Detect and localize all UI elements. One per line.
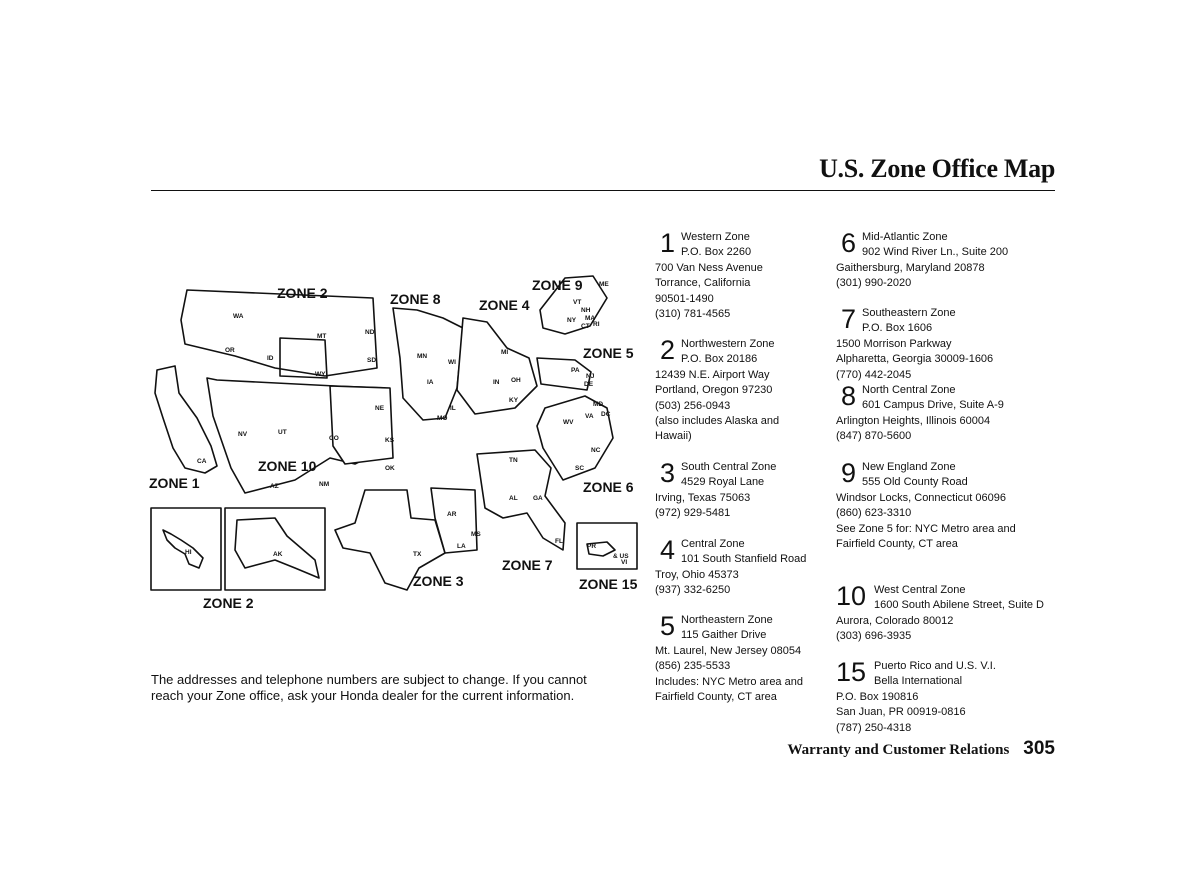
zone-phone: (303) 696-3935 (836, 630, 912, 643)
map-label-zone-4: ZONE 4 (479, 297, 530, 313)
zone-office-15 (836, 659, 996, 736)
zone-address-line: Portland, Oregon 97230 (655, 384, 773, 397)
map-region-zone-7 (477, 450, 565, 550)
zone-office-5 (655, 613, 803, 705)
map-state-label: VI (621, 559, 628, 566)
map-state-label: IA (427, 379, 434, 386)
map-state-label: MT (317, 333, 327, 340)
map-state-label: WY (315, 371, 326, 378)
zone-office-9 (836, 460, 1016, 552)
zone-phone: (937) 332-6250 (655, 584, 731, 597)
map-state-label: VT (573, 299, 582, 306)
map-state-label: NJ (586, 373, 595, 380)
zone-number: 15 (836, 657, 867, 687)
zone-phone: (503) 256-0943 (655, 399, 731, 412)
zone-address-line: 90501-1490 (655, 292, 714, 305)
map-region-zone-4 (457, 318, 537, 414)
zone-address-line: Irving, Texas 75063 (655, 491, 751, 504)
zone-office-10 (836, 583, 1044, 645)
zone-address-line: Aurora, Colorado 80012 (836, 614, 954, 627)
map-state-label: VA (585, 413, 594, 420)
zone-number: 9 (841, 458, 857, 488)
map-state-label: GA (533, 495, 543, 502)
zone-phone: (860) 623-3310 (836, 507, 912, 520)
zone-office-2 (655, 337, 779, 445)
map-region-zone-10-sub (330, 386, 393, 464)
zone-number: 3 (660, 458, 676, 488)
map-state-label: SC (575, 465, 585, 472)
zone-phone: (847) 870-5600 (836, 430, 912, 443)
zone-note: Hawaii) (655, 430, 692, 443)
zone-address-line: Windsor Locks, Connecticut 06096 (836, 491, 1006, 504)
map-state-label: NE (375, 405, 385, 412)
us-zone-map-figure (145, 268, 645, 620)
map-state-label: CO (329, 435, 339, 442)
map-label-zone-10: ZONE 10 (258, 458, 317, 474)
zone-address-line: 700 Van Ness Avenue (655, 261, 763, 274)
zone-office-name: Southeastern Zone (862, 307, 956, 319)
zone-office-name: Western Zone (681, 231, 750, 243)
map-label-zone-2-inset: ZONE 2 (203, 595, 254, 611)
zone-office-6 (836, 230, 1008, 292)
title-rule (151, 190, 1055, 191)
zone-office-8 (836, 383, 1004, 445)
map-state-label: WA (233, 313, 244, 320)
zone-office-name: Central Zone (681, 538, 745, 550)
map-state-label: IN (493, 379, 500, 386)
map-state-label: KS (385, 437, 395, 444)
map-label-zone-1: ZONE 1 (149, 475, 200, 491)
zone-office-name: West Central Zone (874, 584, 966, 596)
map-state-label: NH (581, 307, 591, 314)
map-state-label: ME (599, 281, 609, 288)
zone-note: Includes: NYC Metro area and (655, 675, 803, 688)
map-state-label: NM (319, 481, 330, 488)
map-state-label: WV (563, 419, 574, 426)
zone-office-4 (655, 537, 806, 599)
map-label-zone-7: ZONE 7 (502, 557, 553, 573)
zone-number: 4 (660, 535, 676, 565)
zone-office-name: Puerto Rico and U.S. V.I. (874, 660, 996, 672)
zone-note: (also includes Alaska and (655, 415, 780, 428)
zone-address-line: Alpharetta, Georgia 30009-1606 (836, 353, 994, 366)
zone-number: 1 (660, 228, 676, 258)
map-state-label: LA (457, 543, 466, 550)
zone-number: 8 (841, 381, 857, 411)
map-state-label: MD (593, 401, 604, 408)
map-state-label: HI (185, 549, 192, 556)
map-state-label: PA (571, 367, 580, 374)
page-title: U.S. Zone Office Map (819, 154, 1055, 183)
zone-note: Fairfield County, CT area (655, 691, 777, 704)
map-region-zone-5 (537, 358, 591, 390)
zone-number: 10 (836, 581, 867, 611)
map-state-label: ND (365, 329, 375, 336)
map-state-label: MN (417, 353, 428, 360)
zone-office-1 (655, 230, 763, 322)
zone-office-name: Mid-Atlantic Zone (862, 231, 948, 243)
map-state-label: OH (511, 377, 521, 384)
map-label-zone-2: ZONE 2 (277, 285, 328, 301)
map-state-label: RI (593, 321, 600, 328)
map-state-label: OR (225, 347, 235, 354)
map-state-label: AL (509, 495, 518, 502)
zone-address-line: 115 Gaither Drive (681, 629, 767, 642)
map-state-label: WI (448, 359, 456, 366)
zone-address-line: Bella International (874, 675, 963, 688)
zone-address-line: Torrance, California (655, 277, 751, 290)
map-state-label: IL (450, 405, 456, 412)
zone-number: 7 (841, 304, 857, 334)
map-state-label: CA (197, 458, 207, 465)
zone-address-line: P.O. Box 20186 (681, 353, 758, 366)
map-state-label: OK (385, 465, 395, 472)
map-state-label: UT (278, 429, 287, 436)
zone-address-line: P.O. Box 2260 (681, 246, 752, 259)
zone-map (145, 268, 645, 620)
zone-address-line: 101 South Stanfield Road (681, 553, 807, 566)
map-state-label: FL (555, 538, 563, 545)
zone-phone: (770) 442-2045 (836, 368, 912, 381)
zone-office-name: New England Zone (862, 461, 956, 473)
zone-address-line: Arlington Heights, Illinois 60004 (836, 414, 991, 427)
zone-note: See Zone 5 for: NYC Metro area and (836, 522, 1016, 535)
map-state-label: AR (447, 511, 457, 518)
zone-office-name: North Central Zone (862, 384, 956, 396)
map-label-zone-3: ZONE 3 (413, 573, 464, 589)
zone-address-line: 4529 Royal Lane (681, 476, 765, 489)
zone-address-line: P.O. Box 190816 (836, 690, 919, 703)
map-state-label: & US (613, 553, 629, 560)
zone-note: Fairfield County, CT area (836, 538, 958, 551)
zone-office-7 (836, 306, 993, 383)
map-state-label: DE (584, 381, 594, 388)
zone-address-line: 555 Old County Road (862, 476, 968, 489)
map-state-label: MO (437, 415, 448, 422)
disclaimer-note: The addresses and telephone numbers are subject to change. If you cannot reach your Zone office, ask your Honda dealer for the current information. (151, 672, 587, 703)
map-state-label: MI (501, 349, 509, 356)
map-state-label: MS (471, 531, 481, 538)
zone-address-line: 12439 N.E. Airport Way (655, 368, 770, 381)
map-label-zone-6: ZONE 6 (583, 479, 634, 495)
map-state-label: TN (509, 457, 518, 464)
map-label-zone-5: ZONE 5 (583, 345, 634, 361)
zone-phone: (856) 235-5533 (655, 660, 731, 673)
map-label-zone-8: ZONE 8 (390, 291, 441, 307)
zone-address-line: 1500 Morrison Parkway (836, 337, 952, 350)
zone-address-line: Troy, Ohio 45373 (655, 568, 739, 581)
zone-phone: (301) 990-2020 (836, 277, 912, 290)
map-state-label: MA (585, 315, 596, 322)
zone-phone: (310) 781-4565 (655, 308, 731, 321)
zone-phone: (787) 250-4318 (836, 721, 912, 734)
zone-address-line: San Juan, PR 00919-0816 (836, 706, 966, 719)
map-state-label: TX (413, 551, 422, 558)
map-state-label: AZ (270, 483, 279, 490)
page-footer (787, 738, 1055, 760)
map-state-label: NV (238, 431, 248, 438)
zone-number: 5 (660, 611, 676, 641)
map-label-zone-9: ZONE 9 (532, 277, 583, 293)
zone-phone: (972) 929-5481 (655, 507, 731, 520)
zone-office-name: Northwestern Zone (681, 338, 775, 350)
map-state-label: PR (587, 543, 597, 550)
footer-section-title: Warranty and Customer Relations (787, 742, 1010, 758)
map-state-label: AK (273, 551, 283, 558)
map-state-label: KY (509, 397, 519, 404)
map-state-label: ID (267, 355, 274, 362)
zone-office-name: South Central Zone (681, 461, 777, 473)
zone-address-line: P.O. Box 1606 (862, 322, 933, 335)
zone-number: 6 (841, 228, 857, 258)
map-state-label: DC (601, 411, 611, 418)
zone-address-line: 601 Campus Drive, Suite A-9 (862, 399, 1004, 412)
map-state-label: SD (367, 357, 377, 364)
map-label-zone-15: ZONE 15 (579, 576, 638, 592)
map-state-label: NY (567, 317, 577, 324)
zone-address-line: 902 Wind River Ln., Suite 200 (862, 246, 1009, 259)
map-region-zone-2 (181, 290, 377, 376)
zone-address-line: Mt. Laurel, New Jersey 08054 (655, 644, 802, 657)
zone-office-3 (655, 460, 776, 522)
map-state-label: NC (591, 447, 601, 454)
zone-address-line: 1600 South Abilene Street, Suite D (874, 599, 1045, 612)
map-state-label: CT (581, 323, 590, 330)
zone-number: 2 (660, 335, 676, 365)
page-number: 305 (1023, 738, 1055, 759)
zone-address-line: Gaithersburg, Maryland 20878 (836, 261, 985, 274)
zone-office-name: Northeastern Zone (681, 614, 773, 626)
